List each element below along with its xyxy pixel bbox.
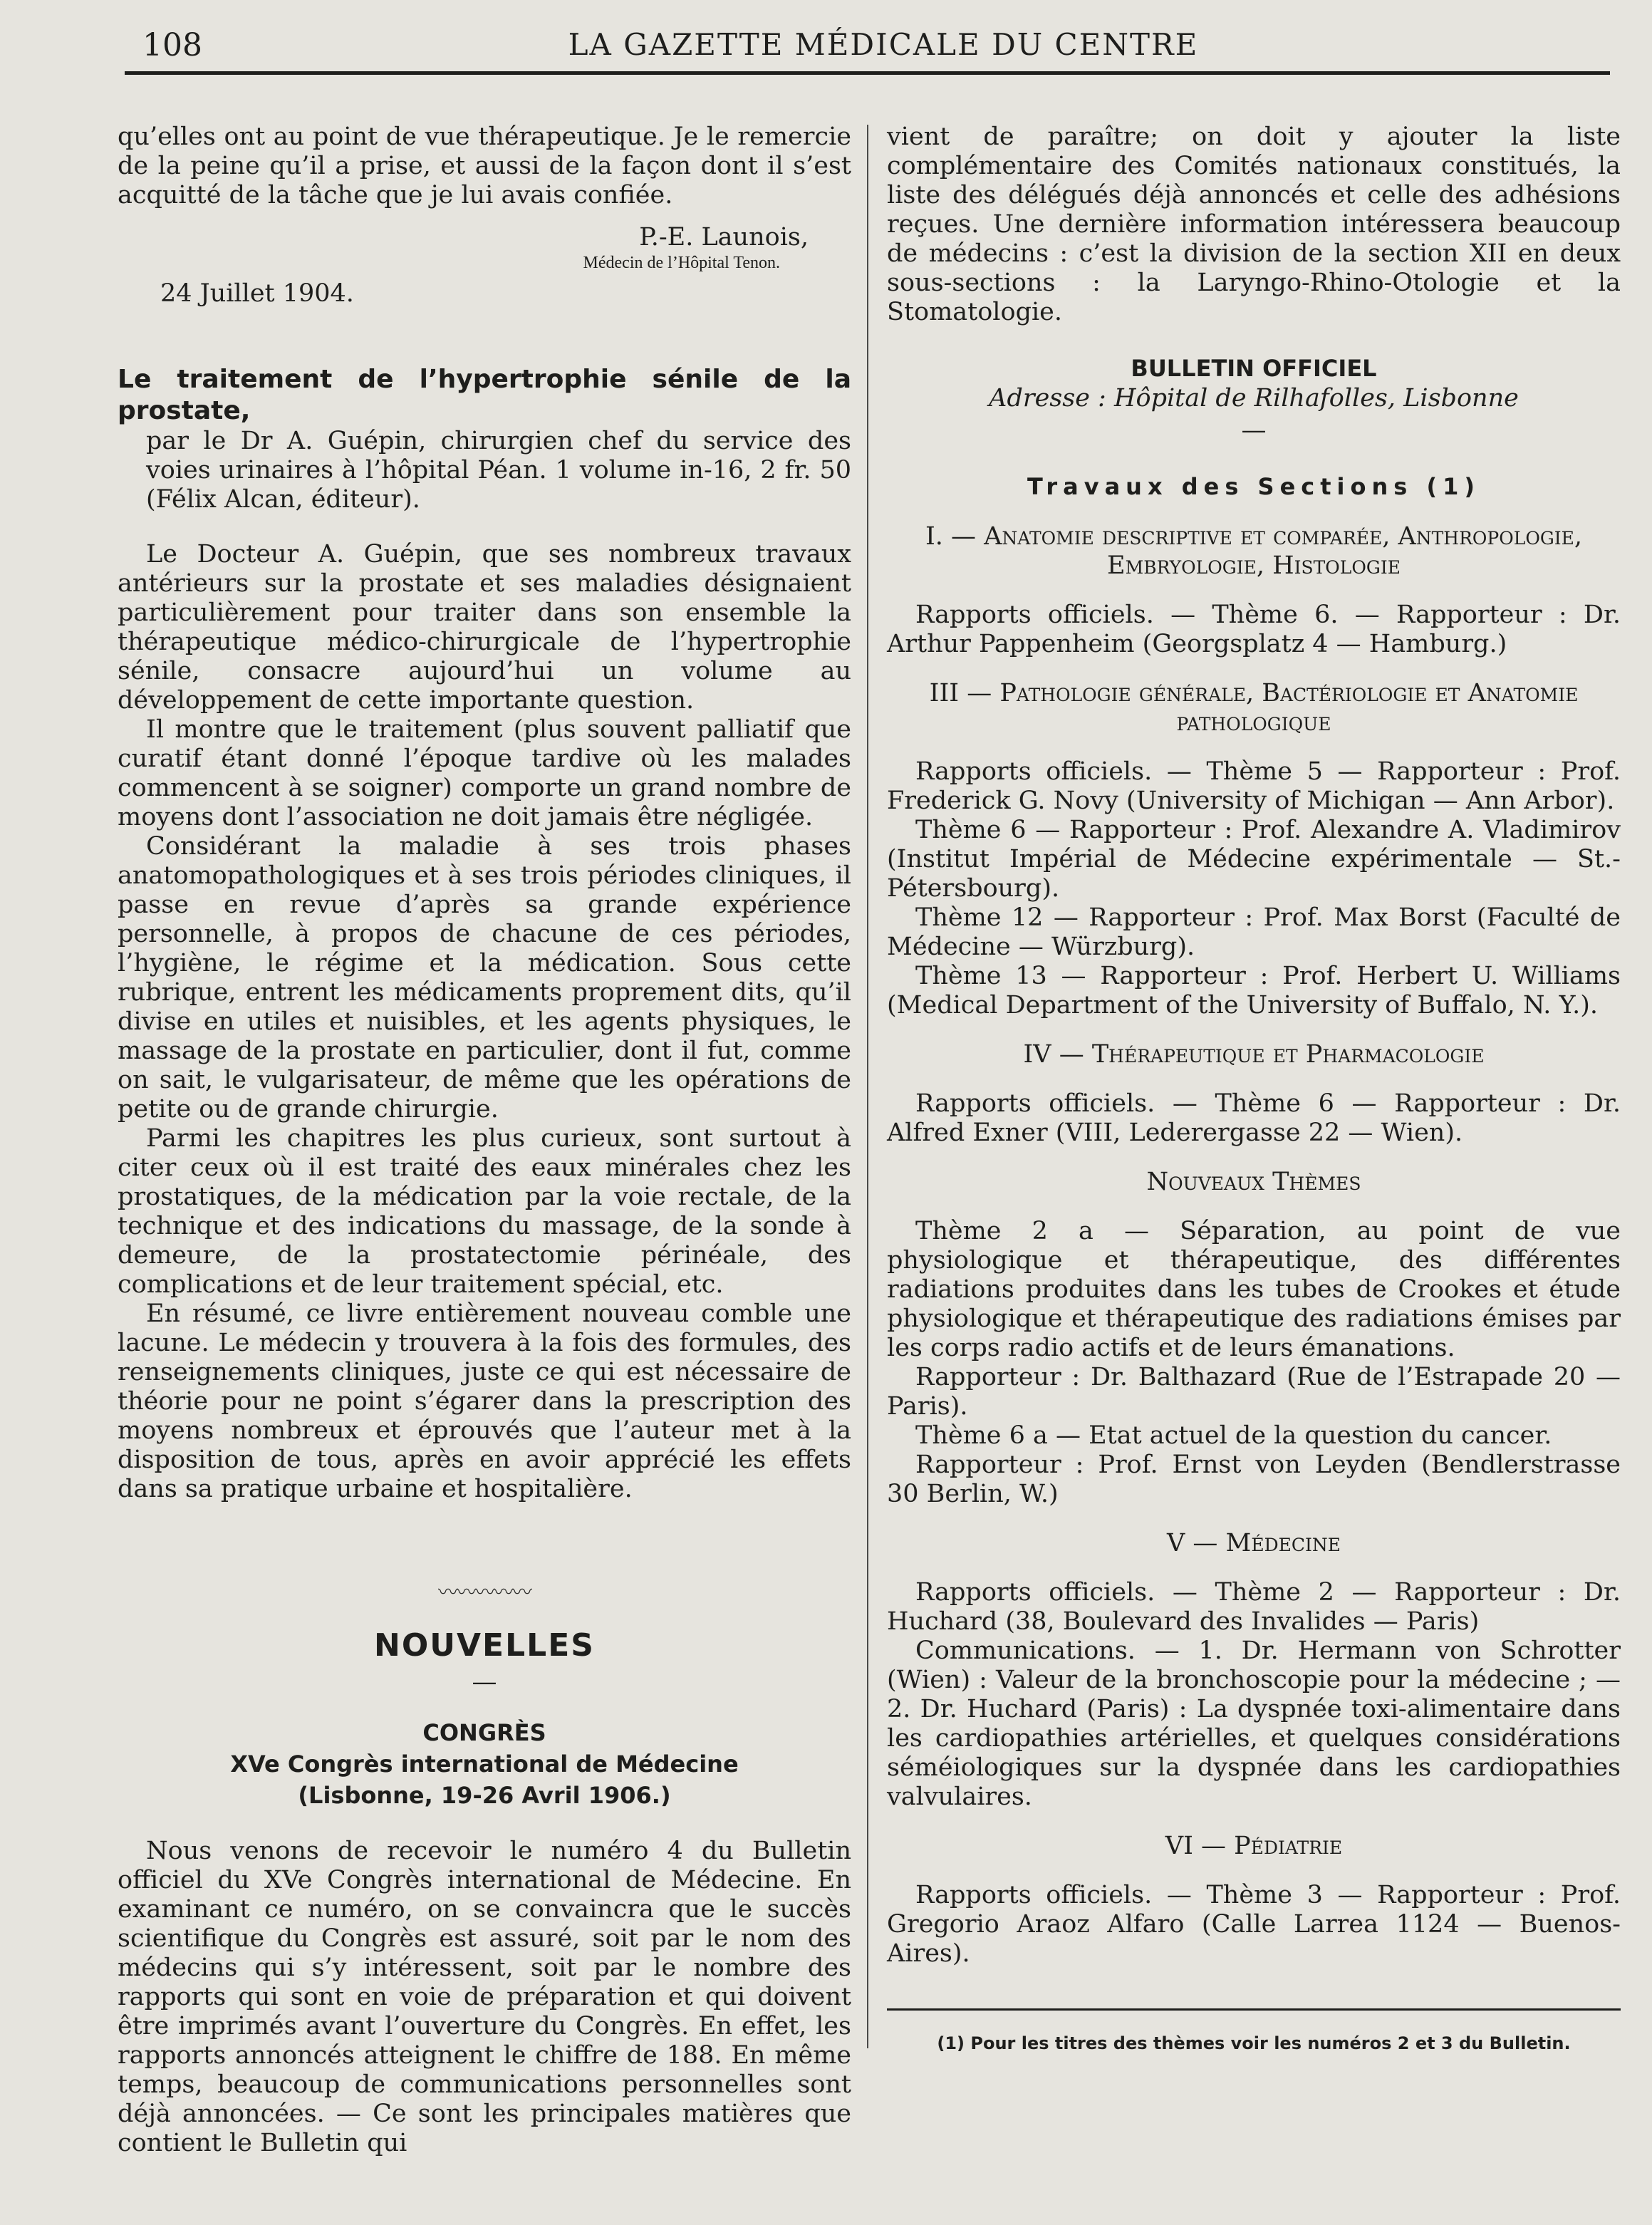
congres-place: (Lisbonne, 19-26 Avril 1906.) (298, 1782, 671, 1809)
section-entry: Rapports officiels. — Thème 5 — Rapporteur : Prof. Frederick G. Novy (University of Michigan — Ann Arbor). (887, 757, 1621, 815)
section-entry: Thème 6 — Rapporteur : Prof. Alexandre A. Vladimirov (Institut Impérial de Médecine expérimentale — St.-Pétersbourg). (887, 816, 1621, 903)
section-entry: Thème 13 — Rapporteur : Prof. Herbert U. Williams (Medical Department of the University of Buffalo, N. Y.). (887, 962, 1621, 1020)
ornament: 〰〰〰〰〰 (437, 1580, 531, 1604)
review-paragraph: Parmi les chapitres les plus curieux, sont surtout à citer ceux où il est traité des eaux minérales chez les prostatiques, de la médication par la voie rectale, de la technique et des indications du massage, de la sonde à demeure, de la prostatectomie périnéale, des complications et de leur traitement spécial, etc. (118, 1124, 851, 1299)
section-dash: — (472, 1668, 497, 1696)
dateline: 24 Juillet 1904. (160, 279, 354, 308)
section-entry: Rapporteur : Dr. Balthazard (Rue de l’Estrapade 20 — Paris). (887, 1363, 1621, 1421)
right-column (887, 123, 1621, 2055)
section-entry: Thème 2 a — Séparation, au point de vue physiologique et thérapeutique, des différentes radiations produites dans les tubes de Crookes et étude physiologique et thérapeutique des radiations émises par les corps radio actifs et de leurs émanations. (887, 1217, 1621, 1362)
section-heading: VI — Pédiatrie (1165, 1832, 1343, 1860)
section-entry: Rapporteur : Prof. Ernst von Leyden (Bendlerstrasse 30 Berlin, W.) (887, 1451, 1621, 1508)
signature: P.-E. Launois, (639, 223, 809, 251)
travaux-heading: Travaux des Sections (1) (1027, 473, 1480, 500)
bulletin-address: Adresse : Hôpital de Rilhafolles, Lisbonne (989, 384, 1519, 413)
bulletin-dash: — (1241, 416, 1267, 445)
section-entry: Thème 12 — Rapporteur : Prof. Max Borst (Faculté de Médecine — Würzburg). (887, 903, 1621, 961)
section-entry: Rapports officiels. — Thème 6. — Rapporteur : Dr. Arthur Pappenheim (Georgsplatz 4 — Hamburg.) (887, 601, 1621, 658)
left-column (118, 123, 851, 2158)
section-entry: Rapports officiels. — Thème 6 — Rapporteur : Dr. Alfred Exner (VIII, Lederergasse 22 — Wien). (887, 1089, 1621, 1147)
congres-name: XVe Congrès international de Médecine (230, 1751, 739, 1778)
section-heading: IV — Thérapeutique et Pharmacologie (1023, 1040, 1485, 1069)
review-paragraph: Le Docteur A. Guépin, que ses nombreux travaux antérieurs sur la prostate et ses maladies désignaient particulièrement pour traiter dans son ensemble la thérapeutique médico-chirurgicale de l’hypertrophie sénile, consacre aujourd’hui un volume au développement de cette importante question. (118, 540, 851, 715)
bulletin-title: BULLETIN OFFICIEL (1131, 355, 1377, 382)
section-title: NOUVELLES (374, 1627, 595, 1664)
review-paragraph: Il montre que le traitement (plus souvent palliatif que curatif étant donné l’époque tardive où les malades commencent à se soigner) comporte un grand nombre de moyens dont l’association ne doit jamais être négligée. (118, 715, 851, 831)
section-heading: III — Pathologie générale, Bactériologie et Anatomie pathologique (929, 679, 1579, 737)
review-paragraph: En résumé, ce livre entièrement nouveau comble une lacune. Le médecin y trouvera à la fois des formules, des renseignements cliniques, juste ce qui est nécessaire de théorie pour ne point s’égarer dans la prescription des moyens nombreux et éprouvés que l’auteur met à la disposition de tous, après en avoir apprécié les effets dans sa pratique urbaine et hospitalière. (118, 1300, 851, 1503)
section-entry: Communications. — 1. Dr. Hermann von Schrotter (Wien) : Valeur de la bronchoscopie pour la médecine ; — 2. Dr. Huchard (Paris) : La dyspnée toxi-alimentaire dans les cardiopathies artérielles, et quelques considérations séméiologiques sur la dyspnée dans les cardiopathies valvulaires. (887, 1637, 1621, 1811)
section-entry: Rapports officiels. — Thème 2 — Rapporteur : Dr. Huchard (38, Boulevard des Invalides — Paris) (887, 1578, 1621, 1636)
footnote-rule (887, 2008, 1621, 2011)
congres-paragraph: Nous venons de recevoir le numéro 4 du Bulletin officiel du XVe Congrès international de Médecine. En examinant ce numéro, on se convaincra que le succès scientifique du Congrès est assuré, soit par le nom des médecins qui s’y intéressent, soit par le nombre des rapports qui sont en voie de préparation et qui doivent être imprimés avant l’ouverture du Congrès. En effet, les rapports annoncés atteignent le chiffre de 188. En même temps, beaucoup de communications personnelles sont déjà annoncées. — Ce sont les principales matières que contient le Bulletin qui (118, 1837, 851, 2157)
page-number: 108 (142, 27, 202, 63)
congres-heading: CONGRÈS (422, 1719, 546, 1746)
book-byline: par le Dr A. Guépin, chirurgien chef du service des voies urinaires à l’hôpital Péan. 1 volume in-16, 2 fr. 50 (Félix Alcan, éditeur). (146, 427, 851, 514)
header-rule (125, 71, 1610, 75)
column-divider (867, 125, 868, 2048)
section-heading: V — Médecine (1166, 1529, 1341, 1557)
running-title: LA GAZETTE MÉDICALE DU CENTRE (568, 27, 1199, 62)
review-paragraph: Considérant la maladie à ses trois phases anatomopathologiques et à ses trois périodes cliniques, il passe en revue d’après sa grande expérience personnelle, à propos de chacune de ces périodes, l’hygiène, le régime et la médication. Sous cette rubrique, entrent les médicaments proprement dits, qu’il divise en utiles et nuisibles, et les agents physiques, le massage de la prostate en particulier, dont il fut, comme on sait, le vulgarisateur, de même que les opérations de petite ou de grande chirurgie. (118, 832, 851, 1124)
footnote: (1) Pour les titres des thèmes voir les numéros 2 et 3 du Bulletin. (937, 2033, 1571, 2053)
section-entry: Rapports officiels. — Thème 3 — Rapporteur : Prof. Gregorio Araoz Alfaro (Calle Larrea 1124 — Buenos-Aires). (887, 1881, 1621, 1968)
signature-title: Médecin de l’Hôpital Tenon. (583, 254, 780, 272)
opening-paragraph: qu’elles ont au point de vue thérapeutique. Je le remercie de la peine qu’il a prise, et aussi de la façon dont il s’est acquitté de la tâche que je lui avais confiée. (118, 123, 851, 209)
book-title: Le traitement de l’hypertrophie sénile de la prostate, (118, 365, 851, 425)
section-heading: I. — Anatomie descriptive et comparée, Anthropologie, Embryologie, Histologie (925, 522, 1583, 580)
section-heading: Nouveaux Thèmes (1146, 1168, 1361, 1196)
section-entry: Thème 6 a — Etat actuel de la question du cancer. (915, 1421, 1552, 1450)
continuation-paragraph: vient de paraître; on doit y ajouter la liste complémentaire des Comités nationaux constitués, la liste des délégués déjà annoncés et celle des adhésions reçues. Une dernière information intéressera beaucoup de médecins : c’est la division de la section XII en deux sous-sections : la Laryngo-Rhino-Otologie et la Stomatologie. (887, 123, 1621, 326)
